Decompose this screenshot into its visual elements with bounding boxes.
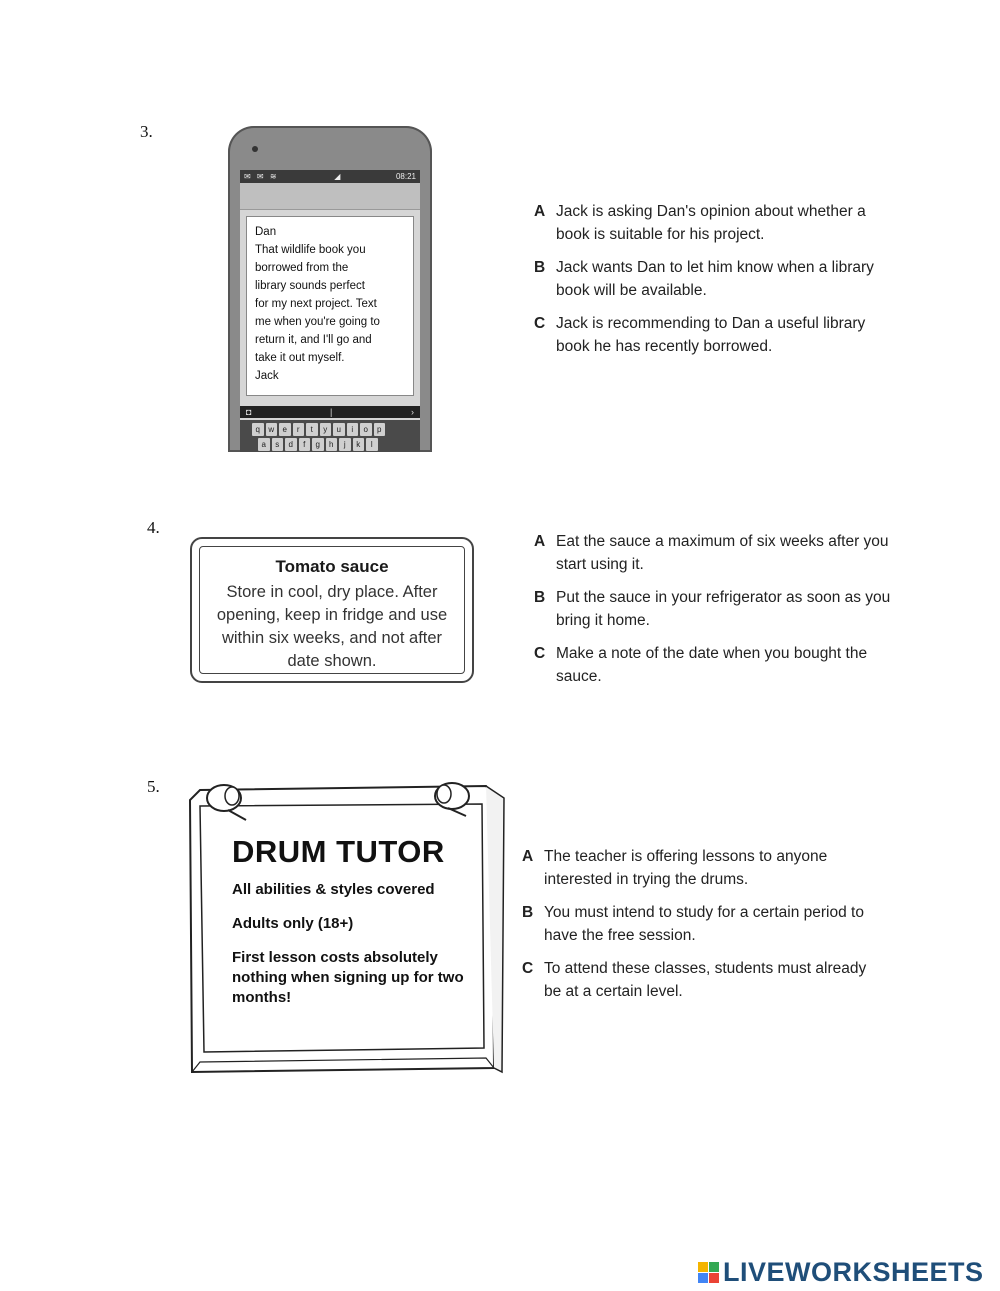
keyboard-key: a: [258, 438, 270, 451]
keyboard-key: j: [339, 438, 351, 451]
option-text: The teacher is offering lessons to anyone interested in trying the drums.: [544, 848, 828, 888]
logo-square: [698, 1273, 708, 1283]
keyboard-row: [252, 438, 408, 451]
question-number: 5.: [147, 777, 160, 796]
cursor-icon: |: [330, 407, 333, 417]
phone-image: [228, 126, 432, 452]
chevron-right-icon: ›: [411, 407, 414, 417]
keyboard-key: k: [353, 438, 365, 451]
option-text: Eat the sauce a maximum of six weeks after you start using it.: [556, 533, 889, 573]
option-text: Make a note of the date when you bought the sauce.: [556, 645, 868, 685]
tomato-sauce-label: [190, 537, 474, 683]
camera-icon: ◘: [246, 407, 252, 417]
label-title: Tomato sauce: [275, 557, 389, 576]
option-letter: C: [534, 645, 546, 662]
option-c[interactable]: [522, 957, 882, 1003]
keyboard-key: i: [347, 423, 359, 436]
keyboard-key: w: [266, 423, 278, 436]
text-message: Dan That wildlife book you borrowed from the library sounds perfect for my next project. Text me when you're going to return it, and I'll go and take it out myself. Jack: [246, 216, 414, 396]
phone-screen: [240, 170, 420, 452]
option-letter: B: [522, 904, 534, 921]
option-letter: A: [534, 533, 546, 550]
answer-options: [522, 845, 882, 1013]
signal-icon: ◢: [334, 172, 341, 181]
keyboard-key: g: [312, 438, 324, 451]
label-body: Store in cool, dry place. After opening, keep in fridge and use within six weeks, and not after date shown.: [216, 583, 448, 670]
option-text: Jack is asking Dan's opinion about whether a book is suitable for his project.: [556, 203, 866, 243]
keyboard-key: t: [306, 423, 318, 436]
keyboard-key: r: [293, 423, 305, 436]
keyboard-key: d: [285, 438, 297, 451]
option-text: Jack wants Dan to let him know when a library book will be available.: [556, 259, 874, 299]
keyboard-key: f: [299, 438, 311, 451]
option-letter: C: [534, 315, 546, 332]
option-b[interactable]: [534, 586, 894, 632]
keyboard-key: s: [272, 438, 284, 451]
question-number: 4.: [147, 518, 160, 537]
option-b[interactable]: [534, 256, 894, 302]
keyboard-key: e: [279, 423, 291, 436]
question-number: 3.: [140, 122, 153, 141]
keyboard-key: q: [252, 423, 264, 436]
phone-keyboard: [240, 420, 420, 452]
phone-nav-bar: [240, 406, 420, 418]
option-text: To attend these classes, students must already be at a certain level.: [544, 960, 867, 1000]
phone-status-bar: [240, 170, 420, 183]
option-b[interactable]: [522, 901, 882, 947]
drum-tutor-poster: [186, 776, 506, 1076]
phone-camera: [252, 146, 258, 152]
option-letter: A: [534, 203, 546, 220]
liveworksheets-logo: [698, 1257, 984, 1288]
keyboard-row: [252, 423, 408, 436]
label-inner-border: [199, 546, 465, 674]
poster-content: [232, 834, 482, 1022]
option-letter: C: [522, 960, 534, 977]
keyboard-key: u: [333, 423, 345, 436]
keyboard-key: p: [374, 423, 386, 436]
keyboard-key: o: [360, 423, 372, 436]
option-letter: B: [534, 589, 546, 606]
option-text: Put the sauce in your refrigerator as soon as you bring it home.: [556, 589, 891, 629]
poster-line: Adults only (18+): [232, 915, 354, 932]
status-icons: ✉ ✉ ≋: [244, 172, 279, 181]
answer-options: [534, 200, 894, 368]
option-a[interactable]: [534, 200, 894, 246]
logo-mark-icon: [698, 1262, 719, 1283]
option-c[interactable]: [534, 642, 894, 688]
phone-title-bar: [240, 183, 420, 210]
answer-options: [534, 530, 894, 698]
logo-square: [709, 1262, 719, 1272]
option-a[interactable]: [534, 530, 894, 576]
keyboard-key: l: [366, 438, 378, 451]
poster-line: First lesson costs absolutely nothing when signing up for two months!: [232, 949, 464, 1006]
keyboard-key: h: [326, 438, 338, 451]
option-text: Jack is recommending to Dan a useful library book he has recently borrowed.: [556, 315, 866, 355]
poster-line: All abilities & styles covered: [232, 881, 435, 898]
option-letter: A: [522, 848, 534, 865]
logo-square: [709, 1273, 719, 1283]
poster-title: DRUM TUTOR: [232, 834, 445, 869]
option-text: You must intend to study for a certain period to have the free session.: [544, 904, 864, 944]
phone-time: 08:21: [395, 172, 416, 181]
logo-text: LIVEWORKSHEETS: [723, 1257, 984, 1287]
option-letter: B: [534, 259, 546, 276]
option-a[interactable]: [522, 845, 882, 891]
option-c[interactable]: [534, 312, 894, 358]
keyboard-key: y: [320, 423, 332, 436]
logo-square: [698, 1262, 708, 1272]
